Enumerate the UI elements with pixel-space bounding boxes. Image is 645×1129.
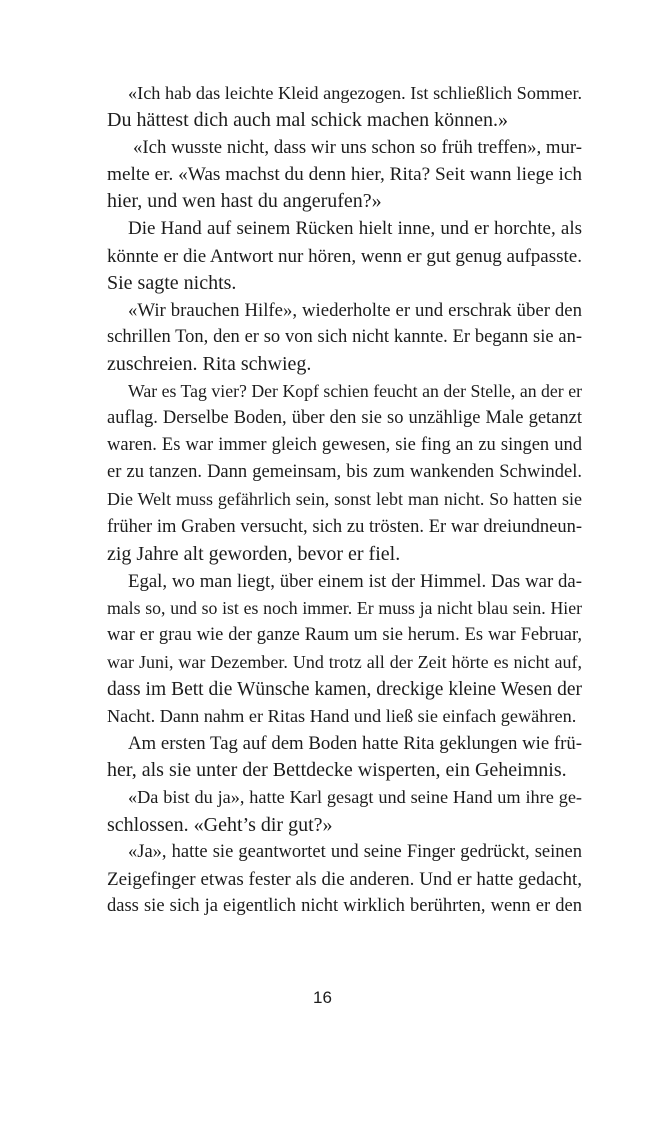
text-line: dass im Bett die Wünsche kamen, dreckige kleine Wesen der [107,679,582,701]
text-line: Nacht. Dann nahm er Ritas Hand und ließ sie einfach gewähren. [107,706,577,727]
text-line: zig Jahre alt geworden, bevor er fiel. [107,542,401,565]
text-line: dass sie sich ja eigentlich nicht wirklich berührten, wenn er den [107,895,582,916]
text-line: «Ich hab das leichte Kleid angezogen. Ist schließlich Sommer. [128,83,583,103]
text-line: Zeigefinger etwas fester als die anderen. Und er hatte gedacht, [107,868,582,890]
text-line: War es Tag vier? Der Kopf schien feucht an der Stelle, an der er [128,381,582,402]
paragraph-7 [86,730,582,784]
page-number: 16 [313,988,332,1007]
text-line: er zu tanzen. Dann gemeinsam, bis zum wankenden Schwindel. [107,462,582,483]
text-line: melte er. «Was machst du denn hier, Rita? Seit wann liege ich [107,164,583,186]
text-line: «Da bist du ja», hatte Karl gesagt und seine Hand um ihre ge- [128,787,582,808]
text-line: war Juni, war Dezember. Und trotz all der Zeit hörte es nicht auf, [107,651,582,672]
text-line: «Wir brauchen Hilfe», wiederholte er und erschrak über den [128,299,582,321]
paragraph-1 [86,80,582,134]
text-line: hier, und wen hast du angerufen?» [107,190,382,213]
text-line: früher im Graben versucht, sich zu trösten. Er war dreiundneun- [107,516,582,537]
text-line: schrillen Ton, den er so von sich nicht kannte. Er begann sie an- [107,326,582,347]
text-line: «Ja», hatte sie geantwortet und seine Finger gedrückt, seinen [128,841,582,862]
text-line: Sie sagte nichts. [107,271,237,294]
text-line: mals so, und so ist es noch immer. Er muss ja nicht blau sein. Hier [107,597,582,618]
body-text [86,80,582,920]
text-line: «Ich wusste nicht, dass wir uns schon so früh treffen», mur- [133,137,582,159]
text-line: zuschreien. Rita schwieg. [107,352,312,375]
paragraph-4 [86,297,582,378]
text-line: Am ersten Tag auf dem Boden hatte Rita geklungen wie frü- [128,733,582,755]
paragraph-3 [86,215,582,296]
text-line: war er grau wie der ganze Raum um sie herum. Es war Februar, [107,624,582,645]
paragraph-8 [86,784,582,838]
paragraph-6 [86,568,582,731]
paragraph-9 [86,839,582,920]
text-line: könnte er die Antwort nur hören, wenn er gut genug aufpasste. [107,245,582,267]
paragraph-2 [86,134,582,215]
text-line: Die Hand auf seinem Rücken hielt inne, und er horchte, als [128,218,582,240]
text-line: Die Welt muss gefährlich sein, sonst lebt man nicht. So hatten sie [107,489,582,510]
text-line: her, als sie unter der Bettdecke wisperten, ein Geheimnis. [107,759,567,782]
text-line: Du hättest dich auch mal schick machen können.» [107,109,508,132]
text-line: waren. Es war immer gleich gewesen, sie fing an zu singen und [107,435,582,456]
paragraph-5 [86,378,582,568]
text-line: auflag. Derselbe Boden, über den sie so unzählige Male getanzt [107,408,582,429]
text-line: Egal, wo man liegt, über einem ist der Himmel. Das war da- [128,570,582,592]
text-line: schlossen. «Geht’s dir gut?» [107,813,333,836]
